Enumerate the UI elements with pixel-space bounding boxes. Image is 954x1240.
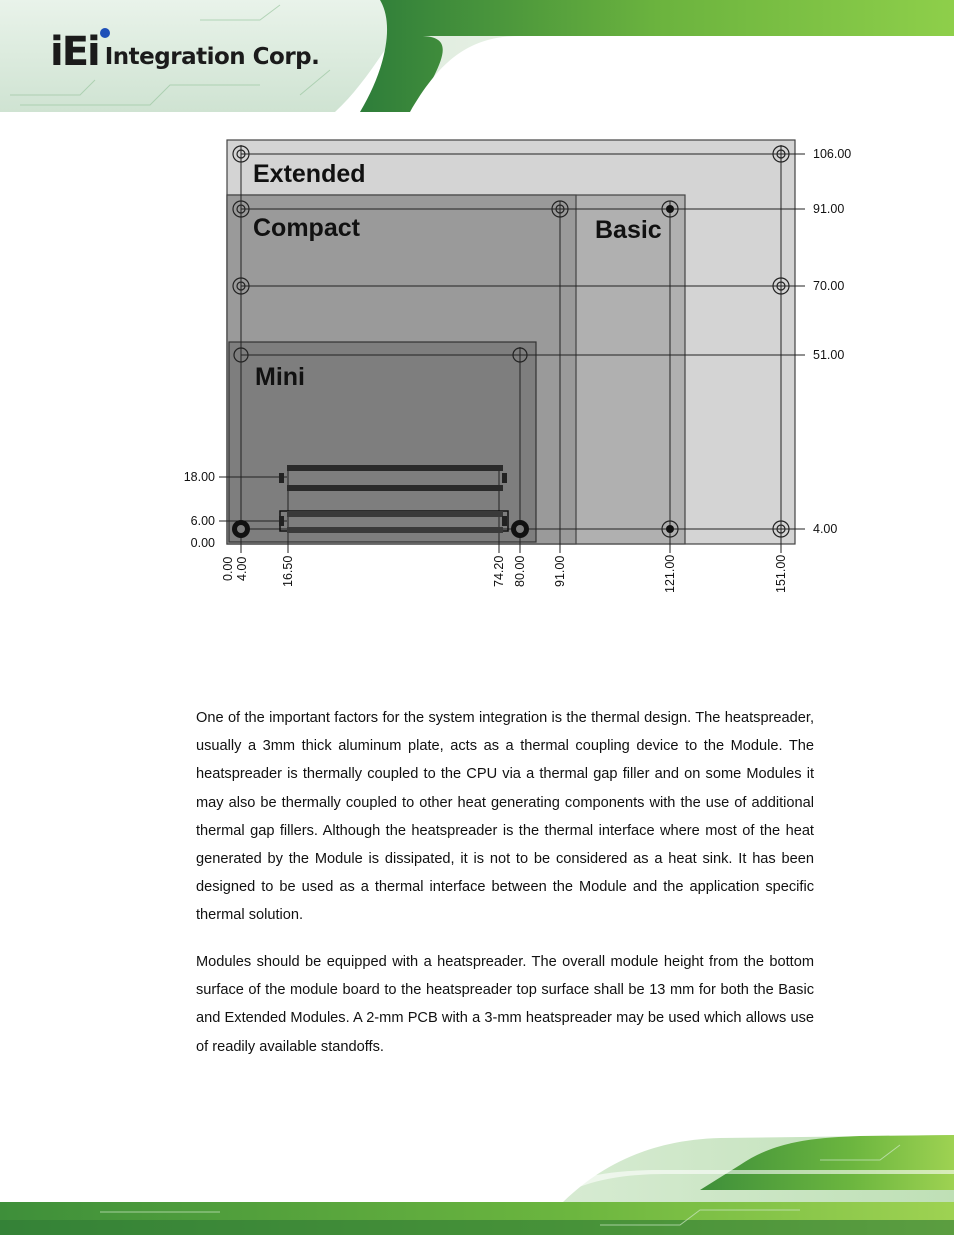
region-label-extended: Extended: [253, 160, 366, 188]
region-label-mini: Mini: [255, 363, 305, 391]
logo-dot-icon: [100, 28, 110, 38]
dim-label-91: 91.00: [813, 202, 845, 216]
dim-label-18: 18.00: [183, 470, 215, 484]
page-footer: [0, 1130, 954, 1235]
body-paragraph: Modules should be equipped with a heatspreader. The overall module height from the bottom surface of the module board to the heatspreader top surface shall be 13 mm for both the Basic and Extended Modules. A 2-mm PCB with a 3-mm heatspreader may be used which allows use of readily available standoffs.: [196, 954, 814, 1055]
logo-mark: iEi: [50, 29, 99, 75]
dim-label-x91: 91.00: [553, 555, 567, 587]
region-label-basic: Basic: [595, 216, 662, 244]
dim-label-0: 0.00: [190, 536, 215, 550]
page-header: [0, 0, 954, 115]
dim-label-x0: 0.00: [221, 556, 235, 581]
dim-label-x16: 16.50: [281, 555, 295, 587]
dim-label-4: 4.00: [813, 522, 838, 536]
dim-label-x74: 74.20: [492, 555, 506, 587]
company-logo: [50, 28, 320, 75]
dim-label-106: 106.00: [813, 147, 852, 161]
footer-banner-graphic: [0, 1130, 954, 1235]
body-paragraph: One of the important factors for the system integration is the thermal design. The heatspreader, usually a 3mm thick aluminum plate, acts as a thermal coupling device to the Module. The heatspreader is thermally coupled to the CPU via a thermal gap filler and on some Modules it may also be thermally coupled to other heat generating components with the use of additional thermal gap fillers. Although the heatspreader is the thermal interface where most of the heat generated by the Module is dissipated, it is not to be considered as a heat sink. It has been designed to be used as a thermal interface between the Module and the application specific thermal solution.: [196, 710, 814, 924]
form-factor-drawing: [175, 135, 875, 605]
region-label-compact: Compact: [253, 214, 360, 242]
dim-label-70: 70.00: [813, 279, 845, 293]
dim-label-6: 6.00: [190, 514, 215, 528]
logo-text: Integration Corp.: [104, 44, 320, 70]
dim-label-x121: 121.00: [663, 554, 677, 593]
dim-label-x151: 151.00: [774, 554, 788, 593]
dim-label-x80: 80.00: [513, 555, 527, 587]
dim-label-51: 51.00: [813, 348, 845, 362]
module-size-diagram: [175, 135, 875, 610]
dim-label-x4: 4.00: [235, 556, 249, 581]
